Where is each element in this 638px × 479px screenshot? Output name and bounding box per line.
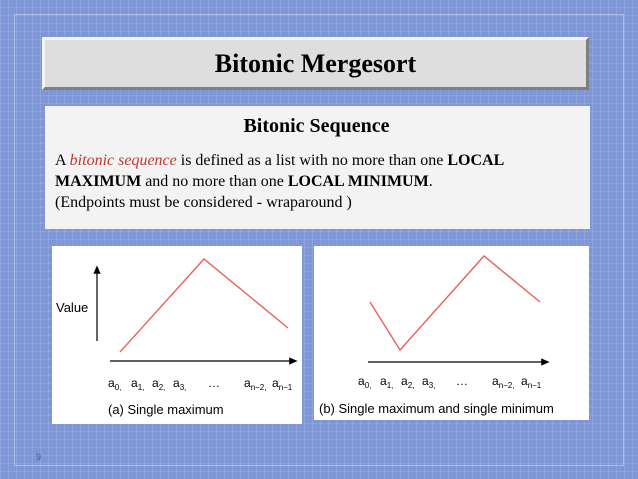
series-line — [370, 256, 540, 350]
tick-a2: $a_{2,}$ — [401, 374, 415, 390]
tick-a3: $a_{3,}$ — [422, 374, 436, 390]
slide-title: Bitonic Mergesort — [214, 48, 417, 78]
def-text-1: A — [55, 152, 70, 169]
def-term: bitonic sequence — [69, 152, 177, 169]
figure-max-and-min — [314, 246, 589, 420]
y-axis-label: Value — [56, 300, 89, 315]
title-box — [42, 37, 589, 90]
figure-caption: (b) Single maximum and single minimum — [319, 401, 554, 416]
tick-an1: $a_{n-1}$ — [521, 374, 542, 390]
x-tick-labels — [108, 376, 293, 392]
figure-single-maximum — [52, 246, 302, 424]
def-local-max: LOCAL MAXIMUM — [55, 152, 504, 190]
content-box — [45, 106, 590, 229]
series-line — [120, 259, 288, 352]
def-text-2: is defined as a list with no more than one — [176, 152, 448, 169]
def-local-min: LOCAL MINIMUM — [287, 173, 429, 190]
x-tick-labels — [358, 374, 542, 390]
tick-a0: $a_{0,}$ — [108, 376, 122, 392]
tick-an2: $a_{n-2,}$ — [244, 376, 267, 392]
tick-a1: $a_{1,}$ — [131, 376, 145, 392]
def-text-4: . — [428, 173, 433, 190]
page-number: 9 — [36, 452, 42, 462]
tick-a2: $a_{2,}$ — [152, 376, 166, 392]
figure-caption: (a) Single maximum — [108, 402, 224, 417]
tick-ellipsis: … — [456, 374, 468, 388]
tick-ellipsis: … — [208, 376, 220, 390]
tick-a1: $a_{1,}$ — [380, 374, 394, 390]
def-text-3: and no more than one — [141, 173, 288, 190]
tick-an2: $a_{n-2,}$ — [492, 374, 515, 390]
endpoint-note: (Endpoints must be considered - wraparound ) — [55, 194, 352, 211]
section-heading: Bitonic Sequence — [243, 115, 390, 137]
tick-a0: $a_{0,}$ — [358, 374, 372, 390]
tick-a3: $a_{3,}$ — [173, 376, 187, 392]
tick-an1: $a_{n-1}$ — [272, 376, 293, 392]
definition-paragraph — [55, 150, 578, 192]
